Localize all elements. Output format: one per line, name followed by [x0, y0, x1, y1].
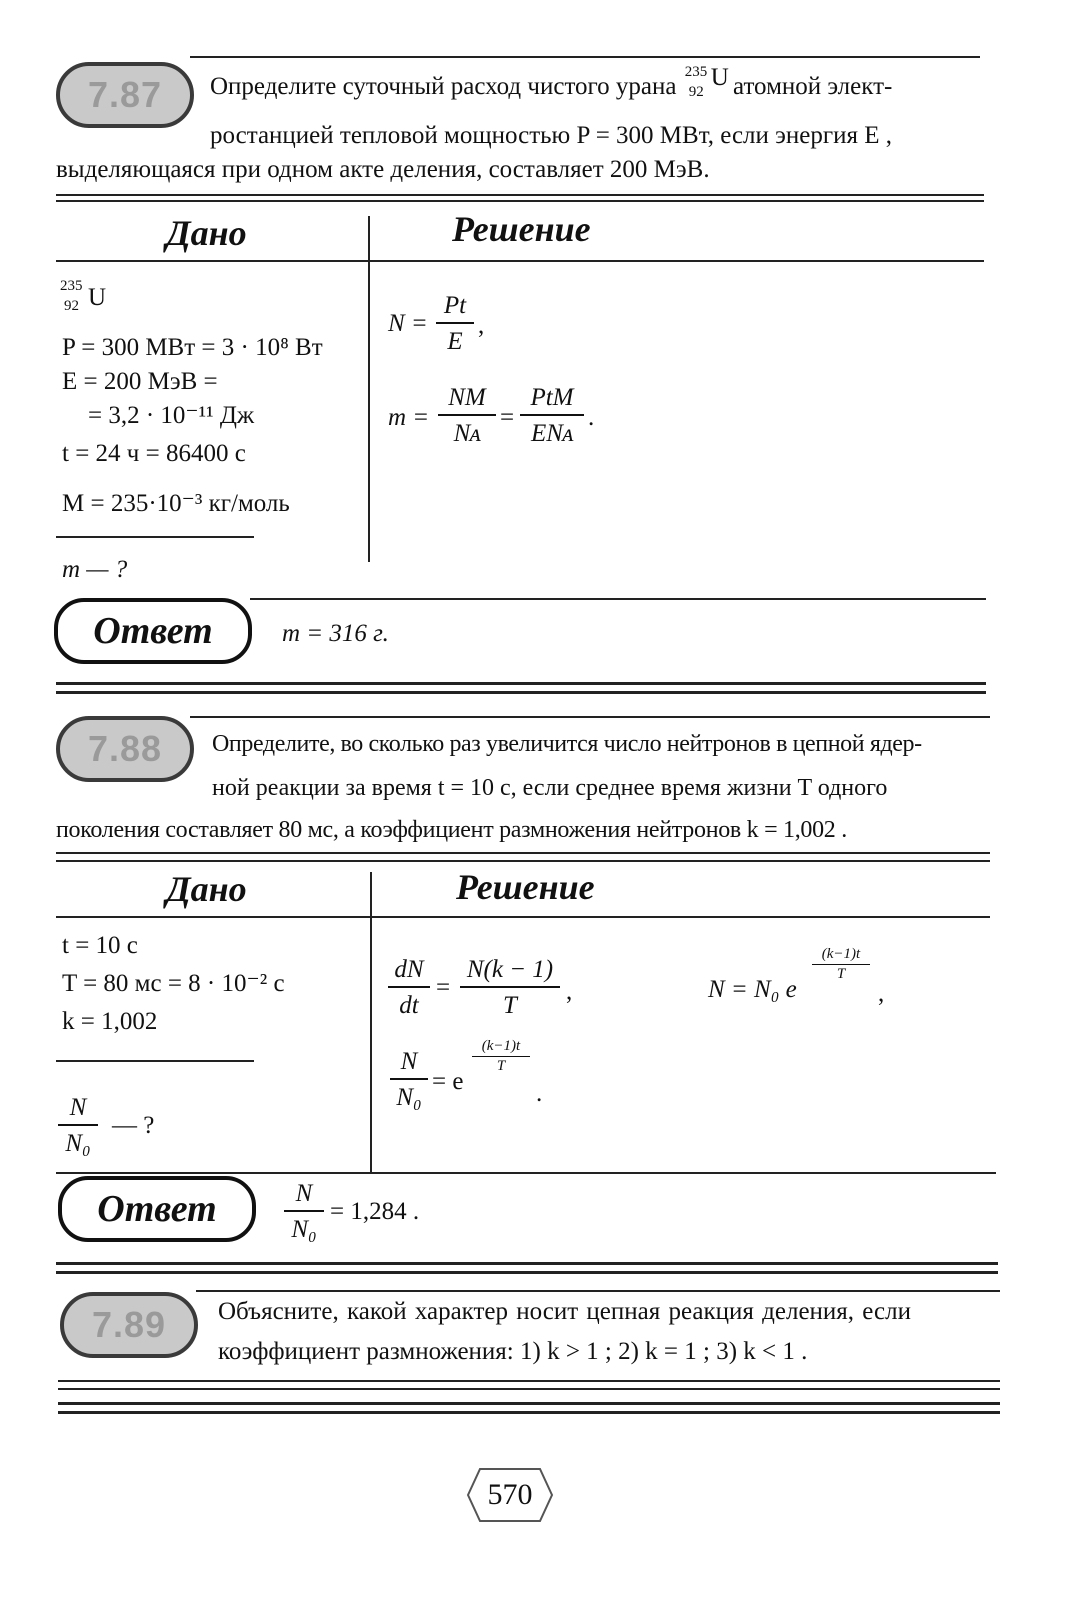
fraction-numerator: N(k − 1) [460, 956, 560, 988]
column-divider [370, 872, 372, 1172]
formula-fraction [388, 956, 430, 1020]
section-divider [56, 691, 986, 694]
answer-rule [250, 598, 986, 600]
top-rule [190, 716, 990, 718]
problem-text-line: Определите, во сколько раз увеличится число нейтронов в цепной ядер- [212, 731, 922, 757]
given-value: P = 300 МВт = 3 · 10⁸ Вт [62, 334, 323, 361]
fraction-numerator: N [390, 1048, 428, 1080]
isotope-element: U [88, 284, 107, 311]
formula-lhs: N = [388, 310, 428, 337]
top-rule [190, 56, 980, 58]
formula-eq: = [500, 404, 515, 431]
fraction-denominator: N₀ [65, 1130, 91, 1157]
fraction-denominator: Nᴀ [453, 420, 481, 447]
divider [58, 1380, 1000, 1382]
formula-fraction [460, 956, 560, 1020]
given-value: = 3,2 · 10⁻¹¹ Дж [88, 402, 255, 429]
formula-eq: = e [432, 1068, 464, 1095]
formula-punct: , [566, 978, 573, 1005]
isotope-mass: 235 [684, 64, 708, 80]
section-divider [56, 682, 986, 685]
answer-value: = 1,284 . [330, 1198, 420, 1225]
fraction-denominator: ENᴀ [531, 420, 573, 447]
answer-label: Ответ [58, 1176, 256, 1242]
fraction-denominator: T [496, 1058, 506, 1074]
formula-fraction [520, 384, 584, 448]
unknown-quantity-fraction [58, 1094, 98, 1158]
isotope-mass: 235 [60, 278, 83, 294]
fraction-numerator: N [58, 1094, 98, 1126]
section-divider [56, 1271, 998, 1274]
formula-fraction [438, 384, 496, 448]
fraction-denominator: E [447, 328, 463, 355]
isotope-element: U [710, 64, 729, 91]
formula-fraction [390, 1048, 428, 1112]
problem-text: атомной элект- [726, 73, 893, 100]
divider [58, 1388, 1000, 1390]
problem-text-line: ной реакции за время t = 10 с, если среднее время жизни T одного [212, 775, 888, 801]
fraction-numerator: NM [438, 384, 496, 416]
fraction-denominator: N₀ [291, 1216, 317, 1243]
divider [56, 200, 984, 202]
problem-text-line: ростанцией тепловой мощностью P = 300 МВт, если энергия E , [210, 122, 893, 149]
given-rule [56, 1060, 254, 1062]
formula-lhs: m = [388, 404, 430, 431]
fraction-denominator: N₀ [396, 1084, 422, 1111]
problem-text-line: поколения составляет 80 мс, а коэффициент размножения нейтронов k = 1,002 . [56, 817, 847, 843]
table-rule [56, 260, 984, 262]
formula-lhs: N = N₀ e [708, 976, 797, 1003]
section-divider [56, 1262, 998, 1265]
unknown-quantity: m — ? [62, 556, 128, 583]
page-number: 570 [487, 1478, 533, 1511]
problem-number-badge: 7.88 [56, 716, 194, 782]
formula-eq: = [436, 974, 451, 1001]
exponent-fraction [472, 1038, 530, 1075]
isotope-z: 92 [688, 84, 704, 100]
column-divider [368, 216, 370, 562]
problem-text-line: выделяющаяся при одном акте деления, составляет 200 МэВ. [56, 156, 710, 183]
fraction-numerator: (k−1)t [472, 1038, 530, 1057]
answer-rule [56, 1172, 996, 1174]
given-value: M = 235·10⁻³ кг/моль [62, 490, 290, 517]
fraction-denominator: dt [399, 992, 419, 1019]
given-value: E = 200 МэВ = [62, 368, 218, 395]
given-value: t = 10 с [62, 932, 138, 959]
fraction-numerator: N [284, 1180, 324, 1212]
formula-fraction [436, 292, 474, 356]
divider [56, 860, 990, 862]
isotope-symbol [683, 64, 729, 100]
formula-punct: , [878, 980, 885, 1007]
formula-punct: . [536, 1080, 543, 1107]
formula-punct: , [478, 312, 485, 339]
given-heading: Дано [166, 869, 247, 909]
divider [58, 1411, 1000, 1414]
formula-punct: . [588, 404, 595, 431]
answer-label: Ответ [54, 598, 252, 664]
given-value: k = 1,002 [62, 1008, 158, 1035]
fraction-denominator: T [836, 966, 846, 982]
fraction-numerator: (k−1)t [812, 946, 870, 965]
solution-heading: Решение [452, 209, 591, 249]
problem-text-line [210, 64, 892, 107]
problem-text-line: Объясните, какой характер носит цепная реакция деления, если [218, 1298, 911, 1325]
fraction-numerator: Pt [436, 292, 474, 324]
solution-heading: Решение [456, 867, 595, 907]
problem-number-badge: 7.87 [56, 62, 194, 128]
given-value: T = 80 мс = 8 · 10⁻² с [62, 970, 285, 997]
unknown-quantity: — ? [112, 1112, 155, 1139]
divider [58, 1402, 1000, 1405]
problem-number-badge: 7.89 [60, 1292, 198, 1358]
isotope-z: 92 [64, 298, 79, 314]
given-rule [56, 536, 254, 538]
fraction-numerator: PtM [520, 384, 584, 416]
problem-text-line: коэффициент размножения: 1) k > 1 ; 2) k = 1 ; 3) k < 1 . [218, 1338, 808, 1365]
answer-value: m = 316 г. [282, 620, 389, 647]
fraction-denominator: T [503, 992, 517, 1019]
exponent-fraction [812, 946, 870, 983]
fraction-numerator: dN [388, 956, 430, 988]
given-value: t = 24 ч = 86400 с [62, 440, 246, 467]
divider [56, 194, 984, 196]
table-rule [56, 916, 990, 918]
given-heading: Дано [166, 213, 247, 253]
isotope-symbol [60, 278, 120, 318]
problem-text: Определите суточный расход чистого урана [210, 73, 683, 100]
answer-fraction [284, 1180, 324, 1244]
divider [56, 852, 990, 854]
